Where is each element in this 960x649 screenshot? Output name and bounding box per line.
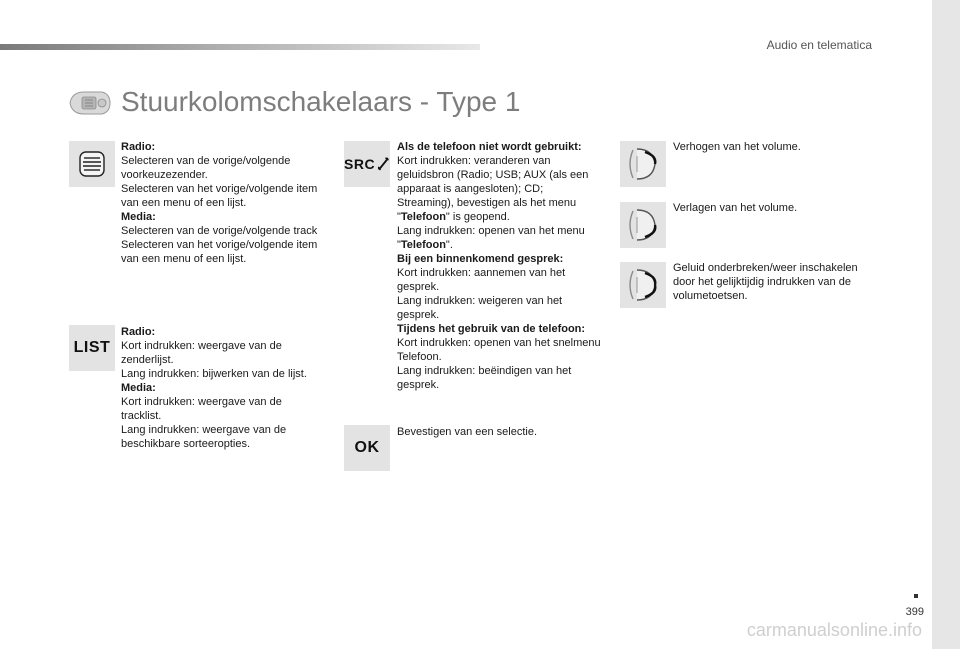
scroll-wheel-icon [76,148,108,180]
list-media-heading: Media: [121,382,156,394]
volume-down-description: Verlagen van het volume. [673,202,798,214]
mute-stalk-icon [623,265,663,305]
phone-icon [377,156,390,172]
section-label: Audio en telematica [766,38,872,52]
mute-button [620,262,666,308]
list-radio-heading: Radio: [121,326,156,338]
ok-button [344,425,390,471]
page-number: 399 [905,606,924,618]
src-idle-heading: Als de telefoon niet wordt gebruikt: [397,141,582,153]
src-idle-text-1: Kort indrukken: veranderen van geluidsbron (Radio; USB; AUX (als een apparaat is aangesloten); CD; Streaming), bevestigen als het menu " [397,155,589,223]
src-incoming-text-2: Lang indrukken: weigeren van het gesprek. [397,295,563,321]
volume-up-button [620,141,666,187]
list-media-text-1: Kort indrukken: weergave van de tracklist. [121,396,282,422]
right-edge-strip [932,0,960,649]
scroll-media-text-1: Selecteren van de vorige/volgende track [121,225,318,237]
src-incoming-text-1: Kort indrukken: aannemen van het gesprek. [397,267,566,293]
src-idle-text-2-end: ". [445,239,453,251]
scroll-wheel-description [121,140,321,266]
list-radio-text-1: Kort indrukken: weergave van de zenderlijst. [121,340,282,366]
ok-description: Bevestigen van een selectie. [397,426,538,438]
src-button-label: SRC [344,156,376,172]
src-description [397,140,601,392]
scroll-radio-heading: Radio: [121,141,156,153]
src-call-text-1: Kort indrukken: openen van het snelmenu Telefoon. [397,337,601,363]
list-description [121,325,321,451]
list-button-label: LIST [73,339,111,356]
volume-up-stalk-icon [623,144,663,184]
scroll-media-heading: Media: [121,211,156,223]
scroll-radio-text-2: Selecteren van het vorige/volgende item van een menu of een lijst. [121,183,318,209]
src-call-text-2: Lang indrukken: beëindigen van het gesprek. [397,365,572,391]
src-button [344,141,390,187]
mute-description: Geluid onderbreken/weer inschakelen door het gelijktijdig indrukken van de volumetoetsen. [673,262,858,302]
list-button [69,325,115,371]
steering-stalk-icon [68,88,112,118]
volume-down-stalk-icon [623,205,663,245]
src-idle-text-2-bold: Telefoon [400,239,446,251]
ok-button-label: OK [354,439,380,456]
src-idle-text-2: Lang indrukken: openen van het menu " [397,225,585,251]
src-call-heading: Tijdens het gebruik van de telefoon: [397,323,586,335]
volume-up-description: Verhogen van het volume. [673,141,801,153]
src-incoming-heading: Bij een binnenkomend gesprek: [397,253,564,265]
page-marker [914,594,918,598]
list-media-text-2: Lang indrukken: weergave van de beschikbare sorteeropties. [121,424,287,450]
header-decor-bar [0,44,480,50]
scroll-radio-text-1: Selecteren van de vorige/volgende voorkeuzezender. [121,155,291,181]
watermark: carmanualsonline.info [746,620,922,640]
src-idle-text-1-bold: Telefoon [400,211,446,223]
volume-down-button [620,202,666,248]
src-idle-text-1-end: " is geopend. [445,211,510,223]
page-title: Stuurkolomschakelaars - Type 1 [121,86,521,117]
scroll-wheel-button [69,141,115,187]
scroll-media-text-2: Selecteren van het vorige/volgende item van een menu of een lijst. [121,239,318,265]
list-radio-text-2: Lang indrukken: bijwerken van de lijst. [121,368,307,380]
